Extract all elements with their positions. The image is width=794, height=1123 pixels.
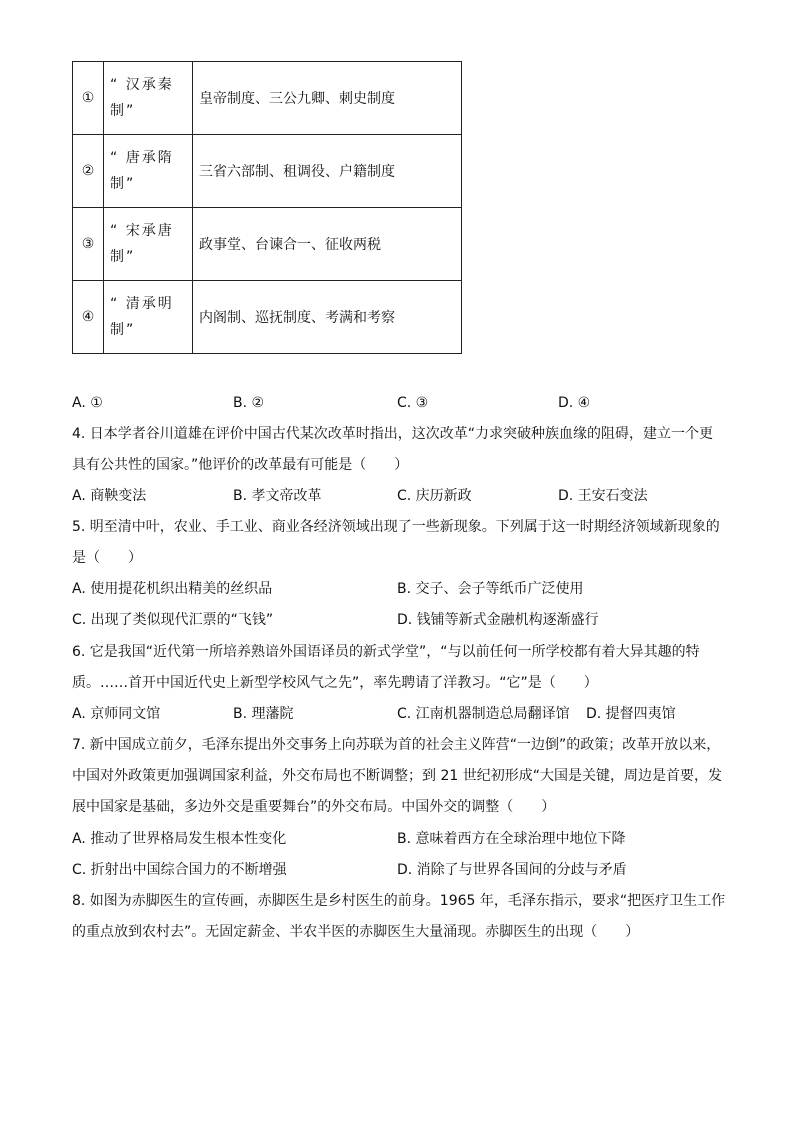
q3-option-d[interactable]: D. ④	[558, 395, 591, 411]
policy-name-line1: “ 清承明	[110, 296, 174, 312]
policy-description: 三省六部制、租调役、户籍制度	[193, 135, 462, 208]
q4-stem-line2: 具有公共性的国家。”他评价的改革最有可能是（ ）	[72, 457, 409, 473]
q4-option-b[interactable]: B. 孝文帝改革	[233, 488, 322, 504]
policy-name-line2: 制”	[110, 103, 136, 119]
q8-stem-line1: 8. 如图为赤脚医生的宣传画，赤脚医生是乡村医生的前身。1965 年，毛泽东指示，要求“把医疗卫生工作	[72, 893, 726, 909]
q7-stem-line1: 7. 新中国成立前夕，毛泽东提出外交事务上向苏联为首的社会主义阵营“一边倒”的政策；改革开放以来，	[72, 737, 721, 753]
q6-option-d[interactable]: D. 提督四夷馆	[586, 706, 676, 722]
q7-stem-line2: 中国对外政策更加强调国家利益，外交布局也不断调整；到 21 世纪初形成“大国是关键，周边是首要，发	[72, 768, 722, 784]
policy-name-line1: “ 汉承秦	[110, 77, 174, 93]
policy-description: 政事堂、台谏合一、征收两税	[193, 208, 462, 281]
q5-option-a[interactable]: A. 使用提花机织出精美的丝织品	[72, 581, 273, 597]
q4-option-a[interactable]: A. 商鞅变法	[72, 488, 147, 504]
policy-name	[104, 135, 193, 208]
table-row	[73, 208, 462, 281]
policy-name-line2: 制”	[110, 322, 136, 338]
q7-option-b[interactable]: B. 意味着西方在全球治理中地位下降	[397, 831, 626, 847]
policy-name	[104, 281, 193, 354]
q6-stem-line2: 质。……首开中国近代史上新型学校风气之先”，率先聘请了洋教习。“它”是（ ）	[72, 675, 598, 691]
q3-option-b[interactable]: B. ②	[233, 395, 265, 411]
policy-name-line1: “ 宋承唐	[110, 223, 174, 239]
policy-description: 皇帝制度、三公九卿、刺史制度	[193, 62, 462, 135]
q5-option-d[interactable]: D. 钱铺等新式金融机构逐渐盛行	[397, 612, 599, 628]
table-row	[73, 135, 462, 208]
q8-stem-line2: 的重点放到农村去”。无固定薪金、半农半医的赤脚医生大量涌现。赤脚医生的出现（ ）	[72, 924, 640, 940]
q4-option-d[interactable]: D. 王安石变法	[558, 488, 648, 504]
q6-option-b[interactable]: B. 理藩院	[233, 706, 294, 722]
policy-description: 内阁制、巡抚制度、考满和考察	[193, 281, 462, 354]
policy-name	[104, 208, 193, 281]
row-number: ④	[73, 281, 104, 354]
row-number: ①	[73, 62, 104, 135]
q5-option-c[interactable]: C. 出现了类似现代汇票的“飞钱”	[72, 612, 274, 628]
row-number: ③	[73, 208, 104, 281]
q5-stem-line1: 5. 明至清中叶，农业、手工业、商业各经济领域出现了一些新现象。下列属于这一时期经济领域新现象的	[72, 519, 720, 535]
row-number: ②	[73, 135, 104, 208]
policy-name-line1: “ 唐承隋	[110, 150, 174, 166]
q5-option-b[interactable]: B. 交子、会子等纸币广泛使用	[397, 581, 584, 597]
q7-option-c[interactable]: C. 折射出中国综合国力的不断增强	[72, 862, 287, 878]
q6-option-a[interactable]: A. 京师同文馆	[72, 706, 161, 722]
policy-table	[72, 61, 462, 354]
q4-stem-line1: 4. 日本学者谷川道雄在评价中国古代某次改革时指出，这次改革“力求突破种族血缘的阻碍，建立一个更	[72, 426, 714, 442]
policy-name-line2: 制”	[110, 176, 136, 192]
q4-option-c[interactable]: C. 庆历新政	[397, 488, 472, 504]
q5-stem-line2: 是（ ）	[72, 550, 142, 566]
policy-name-line2: 制”	[110, 249, 136, 265]
table-row	[73, 281, 462, 354]
q7-option-a[interactable]: A. 推动了世界格局发生根本性变化	[72, 831, 287, 847]
q3-option-a[interactable]: A. ①	[72, 395, 103, 411]
policy-name	[104, 62, 193, 135]
q7-stem-line3: 展中国家是基础，多边外交是重要舞台”的外交布局。中国外交的调整（ ）	[72, 799, 556, 815]
table-row	[73, 62, 462, 135]
q7-option-d[interactable]: D. 消除了与世界各国间的分歧与矛盾	[397, 862, 627, 878]
q6-stem-line1: 6. 它是我国“近代第一所培养熟谙外国语译员的新式学堂”，“与以前任何一所学校都有着大异其趣的特	[72, 644, 700, 660]
q3-option-c[interactable]: C. ③	[397, 395, 429, 411]
q6-option-c[interactable]: C. 江南机器制造总局翻译馆	[397, 706, 570, 722]
